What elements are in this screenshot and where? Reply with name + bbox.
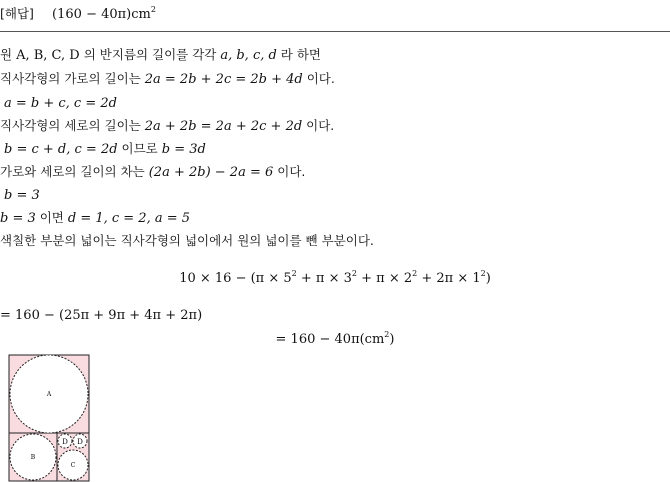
solution-line-7 bbox=[4, 188, 40, 204]
exp: 2 bbox=[384, 330, 390, 339]
math: 2a = 2b + 2c = 2b + 4d bbox=[144, 72, 303, 87]
text: 이다. bbox=[302, 71, 335, 86]
solution-line-5 bbox=[4, 141, 206, 158]
label-d-left: D bbox=[62, 438, 68, 446]
math: b = 3 bbox=[0, 211, 36, 226]
answer-value: (160 − 40π)cm bbox=[52, 7, 151, 22]
math: b = 3d bbox=[161, 142, 206, 157]
math: a, b, c, d bbox=[220, 48, 277, 63]
label-c: C bbox=[70, 462, 76, 469]
math: ) bbox=[485, 271, 491, 286]
formula-line-3 bbox=[0, 330, 670, 347]
math: + 2π × 1 bbox=[417, 271, 481, 286]
math: b = 3 bbox=[4, 188, 40, 203]
formula-line-1 bbox=[0, 269, 670, 286]
math: (2a + 2b) − 2a = 6 bbox=[148, 165, 274, 180]
math: 10 × 16 − (π × 5 bbox=[179, 271, 292, 286]
exp: 2 bbox=[291, 269, 297, 278]
math: A, B, C, D bbox=[16, 48, 80, 63]
math: d = 1, c = 2, a = 5 bbox=[67, 211, 191, 226]
exp: 2 bbox=[412, 269, 418, 278]
text: 직사각형의 세로의 길이는 bbox=[0, 118, 145, 133]
solution-line-1 bbox=[0, 47, 321, 64]
solution-line-9 bbox=[0, 233, 374, 250]
answer-label: [해답] bbox=[0, 6, 34, 21]
text: 라 하면 bbox=[276, 47, 321, 62]
exp: 2 bbox=[351, 269, 357, 278]
text: 이다. bbox=[302, 118, 335, 133]
math: 2a + 2b = 2a + 2c + 2d bbox=[144, 119, 303, 134]
label-a: A bbox=[46, 391, 52, 398]
divider bbox=[0, 31, 670, 32]
text: 이다. bbox=[273, 164, 306, 179]
exp: 2 bbox=[480, 269, 486, 278]
text: 의 반지름의 길이를 각각 bbox=[79, 47, 221, 62]
text: 직사각형의 가로의 길이는 bbox=[0, 71, 145, 86]
math: b = c + d, c = 2d bbox=[4, 142, 118, 157]
label-d-right: D bbox=[77, 438, 83, 446]
math: + π × 3 bbox=[296, 271, 352, 286]
answer-header bbox=[0, 2, 156, 23]
answer-unit-exponent: 2 bbox=[150, 5, 156, 14]
text: 이므로 bbox=[117, 141, 162, 156]
text: 색칠한 부분의 넓이는 직사각형의 넓이에서 원의 넓이를 뺀 부분이다. bbox=[0, 233, 374, 248]
solution-line-6 bbox=[0, 164, 305, 181]
math: a = b + c, c = 2d bbox=[4, 96, 117, 111]
math: ) bbox=[389, 332, 395, 347]
rectangle-circles-figure bbox=[8, 354, 92, 482]
solution-line-3 bbox=[4, 96, 117, 112]
math: = 160 − 40π(cm bbox=[275, 332, 385, 347]
solution-line-2 bbox=[0, 71, 335, 88]
text: 이면 bbox=[35, 210, 68, 225]
solution-line-4 bbox=[0, 118, 334, 135]
text: 원 bbox=[0, 47, 17, 62]
label-b: B bbox=[30, 454, 36, 461]
text: 가로와 세로의 길이의 차는 bbox=[0, 164, 149, 179]
math: + π × 2 bbox=[356, 271, 413, 286]
formula-line-2 bbox=[0, 308, 202, 324]
solution-line-8 bbox=[0, 210, 190, 227]
math: = 160 − (25π + 9π + 4π + 2π) bbox=[0, 308, 203, 323]
